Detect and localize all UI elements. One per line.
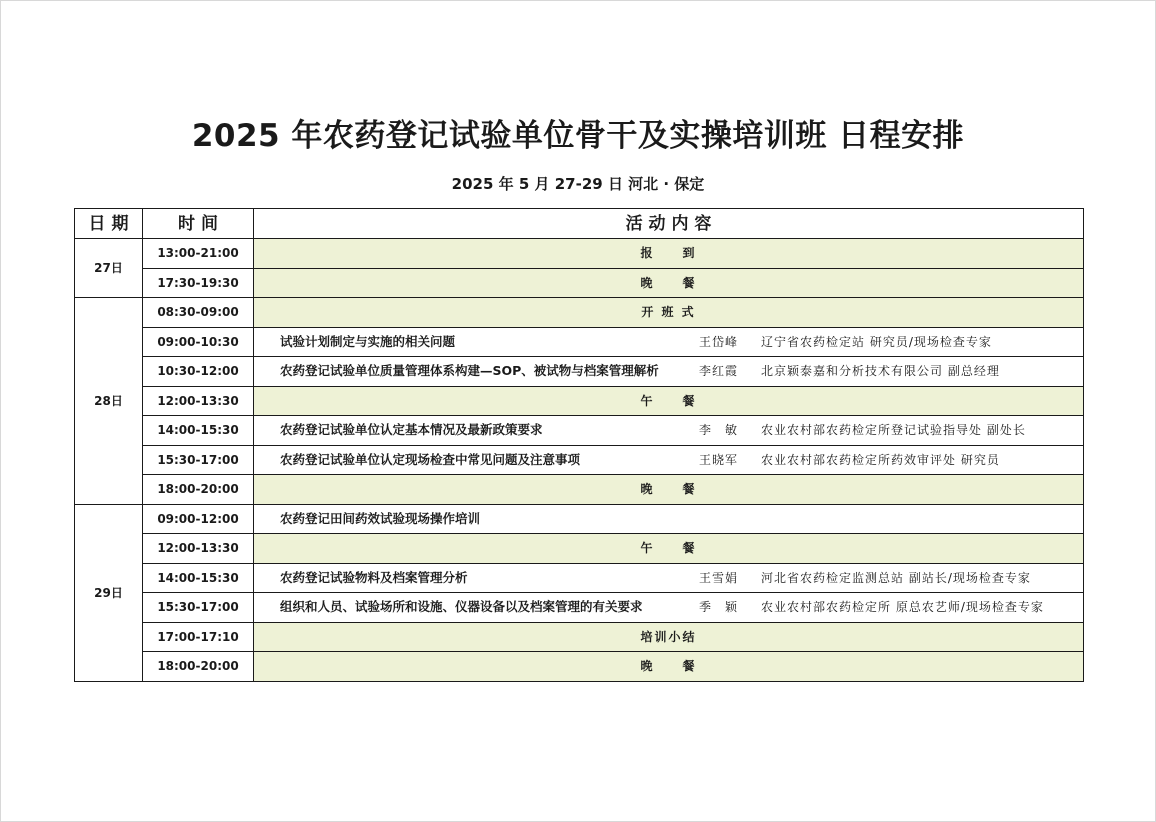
speaker-name: 王雪娟 xyxy=(699,570,739,585)
date-cell: 27日 xyxy=(75,239,143,298)
date-cell: 29日 xyxy=(75,504,143,681)
speaker-name: 李 敏 xyxy=(699,423,739,437)
session-topic: 农药登记试验单位质量管理体系构建—SOP、被试物与档案管理解析 xyxy=(280,363,659,378)
table-row xyxy=(75,534,1084,564)
date-cell: 28日 xyxy=(75,298,143,505)
activity-cell xyxy=(254,327,1084,357)
time-cell: 13:00-21:00 xyxy=(143,239,254,269)
time-cell: 17:30-19:30 xyxy=(143,268,254,298)
table-row xyxy=(75,563,1084,593)
session-topic: 农药登记田间药效试验现场操作培训 xyxy=(280,510,481,526)
activity-cell-centered: 午 餐 xyxy=(254,534,1084,564)
table-row xyxy=(75,268,1084,298)
schedule-table xyxy=(74,208,1084,682)
header-activity: 活 动 内 容 xyxy=(254,209,1084,239)
header-time: 时 间 xyxy=(143,209,254,239)
speaker-affiliation: 农业农村部农药检定所登记试验指导处 副处长 xyxy=(761,423,1026,437)
table-row xyxy=(75,298,1084,328)
activity-cell-centered: 晚 餐 xyxy=(254,652,1084,682)
session-topic: 农药登记试验单位认定基本情况及最新政策要求 xyxy=(280,422,543,437)
activity-cell-centered: 晚 餐 xyxy=(254,268,1084,298)
table-row xyxy=(75,327,1084,357)
table-header-row xyxy=(75,209,1084,239)
speaker-affiliation: 农业农村部农药检定所药效审评处 研究员 xyxy=(761,452,1000,467)
activity-cell-centered: 午 餐 xyxy=(254,386,1084,416)
activity-cell-centered: 培训小结 xyxy=(254,622,1084,652)
page-subtitle: 2025 年 5 月 27-29 日 河北 · 保定 xyxy=(451,175,705,193)
speaker-name: 王晓军 xyxy=(699,452,739,467)
session-topic: 组织和人员、试验场所和设施、仪器设备以及档案管理的有关要求 xyxy=(280,599,643,614)
activity-cell-centered: 晚 餐 xyxy=(254,475,1084,505)
table-row xyxy=(75,445,1084,475)
table-row xyxy=(75,357,1084,387)
table-row xyxy=(75,386,1084,416)
activity-cell xyxy=(254,357,1084,387)
table-row xyxy=(75,416,1084,446)
activity-cell xyxy=(254,504,1084,534)
speaker-affiliation: 辽宁省农药检定站 研究员/现场检查专家 xyxy=(761,334,992,349)
speaker-name: 王岱峰 xyxy=(699,334,739,349)
table-row xyxy=(75,622,1084,652)
speaker-affiliation: 北京颖泰嘉和分析技术有限公司 副总经理 xyxy=(761,364,1000,378)
time-cell: 09:00-10:30 xyxy=(143,327,254,357)
table-row xyxy=(75,504,1084,534)
schedule-body xyxy=(75,239,1084,682)
table-row xyxy=(75,239,1084,269)
table-row xyxy=(75,652,1084,682)
speaker-affiliation: 河北省农药检定监测总站 副站长/现场检查专家 xyxy=(761,570,1031,585)
time-cell: 09:00-12:00 xyxy=(143,504,254,534)
session-topic: 试验计划制定与实施的相关问题 xyxy=(280,333,456,349)
time-cell: 18:00-20:00 xyxy=(143,475,254,505)
activity-cell-centered: 开 班 式 xyxy=(254,298,1084,328)
time-cell: 12:00-13:30 xyxy=(143,534,254,564)
activity-cell-centered: 报 到 xyxy=(254,239,1084,269)
activity-cell xyxy=(254,445,1084,475)
time-cell: 08:30-09:00 xyxy=(143,298,254,328)
activity-cell xyxy=(254,416,1084,446)
speaker-name: 季 颖 xyxy=(699,600,739,614)
speaker-name: 李红霞 xyxy=(699,364,739,378)
table-row xyxy=(75,593,1084,623)
time-cell: 15:30-17:00 xyxy=(143,593,254,623)
time-cell: 12:00-13:30 xyxy=(143,386,254,416)
time-cell: 10:30-12:00 xyxy=(143,357,254,387)
time-cell: 15:30-17:00 xyxy=(143,445,254,475)
activity-cell xyxy=(254,593,1084,623)
time-cell: 14:00-15:30 xyxy=(143,563,254,593)
header-date: 日 期 xyxy=(75,209,143,239)
speaker-affiliation: 农业农村部农药检定所 原总农艺师/现场检查专家 xyxy=(761,600,1044,614)
time-cell: 17:00-17:10 xyxy=(143,622,254,652)
time-cell: 14:00-15:30 xyxy=(143,416,254,446)
page-title: 2025 年农药登记试验单位骨干及实操培训班 日程安排 xyxy=(191,118,965,154)
session-topic: 农药登记试验单位认定现场检查中常见问题及注意事项 xyxy=(280,451,581,467)
session-topic: 农药登记试验物料及档案管理分析 xyxy=(280,569,468,585)
table-row xyxy=(75,475,1084,505)
time-cell: 18:00-20:00 xyxy=(143,652,254,682)
activity-cell xyxy=(254,563,1084,593)
